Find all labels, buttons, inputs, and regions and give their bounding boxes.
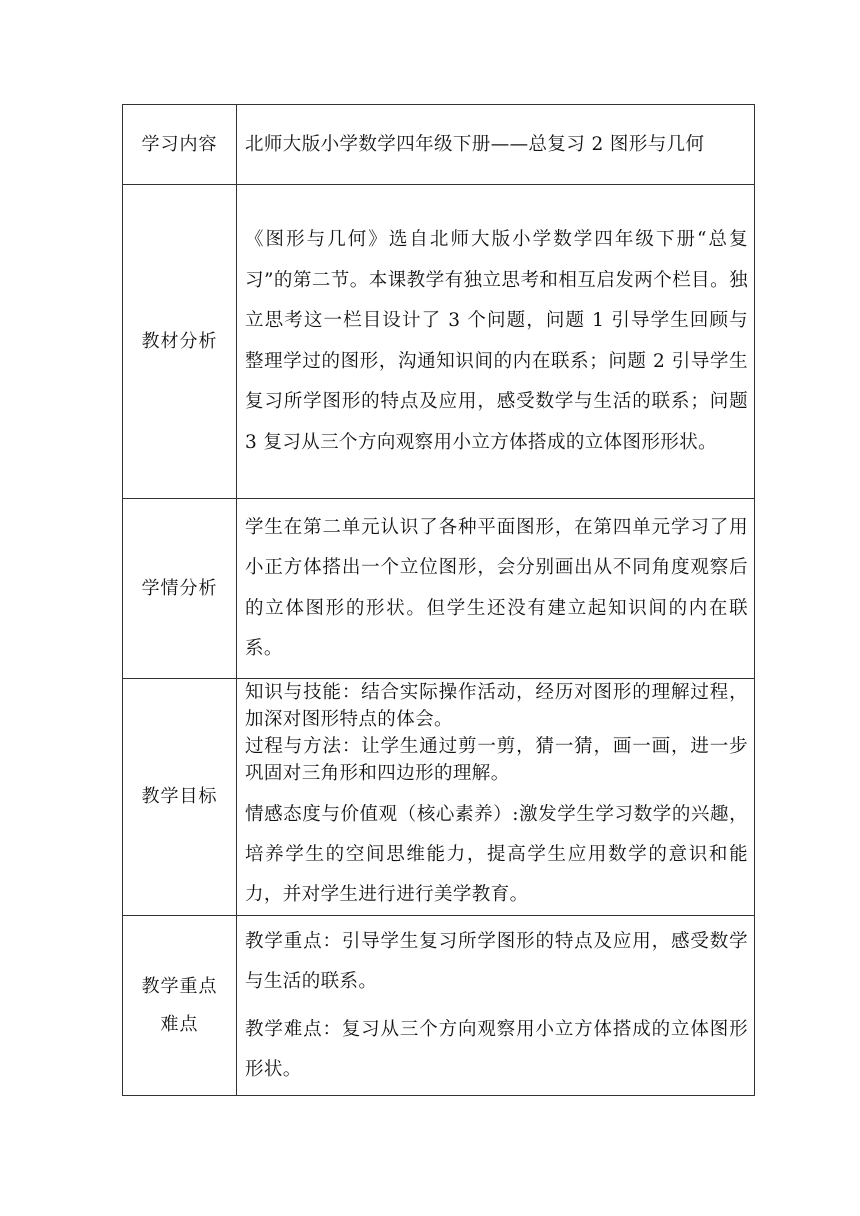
table-row-material-analysis <box>123 185 755 499</box>
material-analysis-text: 《图形与几何》选自北师大版小学数学四年级下册“总复习”的第二节。本课教学有独立思考和相互启发两个栏目。独立思考这一栏目设计了 3 个问题，问题 1 引导学生回顾与整理学过的图形，沟通知识间的内在联系；问题 2 引导学生复习所学图形的特点及应用，感受数学与生活的联系；问题 3 复习从三个方向观察用小立方体搭成的立体图形形状。 <box>237 185 755 499</box>
row-label <box>123 916 237 1096</box>
lesson-plan-table <box>122 104 755 1096</box>
label-line: 难点 <box>160 1013 199 1035</box>
key-point-text: 教学重点：引导学生复习所学图形的特点及应用，感受数学与生活的联系。 <box>245 930 748 992</box>
learning-content-text: 北师大版小学数学四年级下册——总复习 2 图形与几何 <box>237 105 755 185</box>
difficult-point-text: 教学难点：复习从三个方向观察用小立方体搭成的立体图形形状。 <box>245 1018 748 1080</box>
row-label: 学情分析 <box>123 499 237 679</box>
table-row-student-analysis <box>123 499 755 679</box>
key-points-cell <box>237 916 755 1096</box>
goal-knowledge-skills: 知识与技能：结合实际操作活动，经历对图形的理解过程，加深对图形特点的体会。 <box>245 682 748 730</box>
label-line: 教学重点 <box>141 975 218 997</box>
table-row-learning-content <box>123 105 755 185</box>
row-label: 教材分析 <box>123 185 237 499</box>
row-label: 学习内容 <box>123 105 237 185</box>
student-analysis-text: 学生在第二单元认识了各种平面图形，在第四单元学习了用小正方体搭出一个立位图形，会分别画出从不同角度观察后的立体图形的形状。但学生还没有建立起知识间的内在联系。 <box>237 499 755 679</box>
goal-process-method: 过程与方法：让学生通过剪一剪，猜一猜，画一画，进一步巩固对三角形和四边形的理解。 <box>245 736 748 784</box>
table-row-key-points <box>123 916 755 1096</box>
teaching-goals-cell <box>237 679 755 916</box>
row-label: 教学目标 <box>123 679 237 916</box>
goal-attitude-values: 情感态度与价值观（核心素养）:激发学生学习数学的兴趣，培养学生的空间思维能力，提高学生应用数学的意识和能力，并对学生进行进行美学教育。 <box>245 804 748 905</box>
table-row-teaching-goals <box>123 679 755 916</box>
